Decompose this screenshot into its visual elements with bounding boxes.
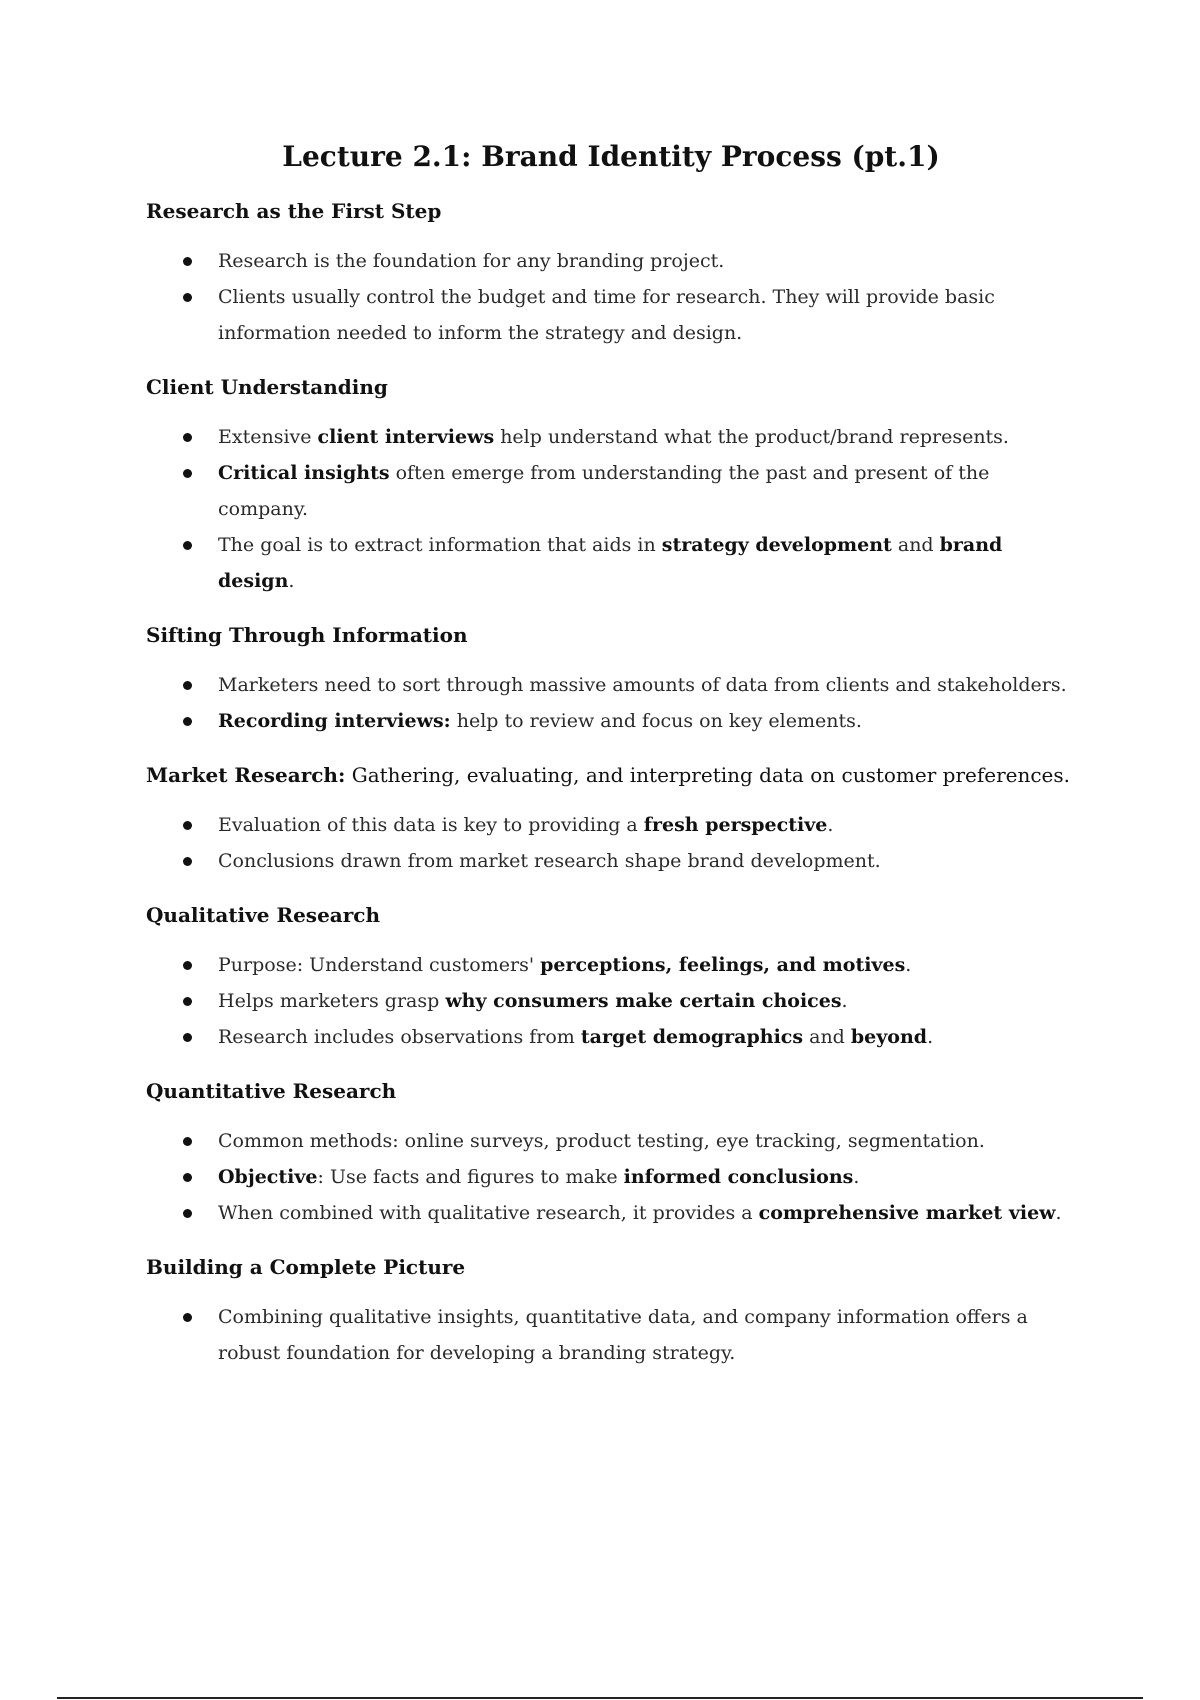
list-item [146, 703, 1076, 739]
section-heading-description: Gathering, evaluating, and interpreting data on customer preferences. [345, 763, 1071, 787]
bullet-list [146, 1299, 1076, 1371]
list-item [146, 947, 1076, 983]
body-text: help understand what the product/brand represents. [494, 426, 1009, 448]
bullet-dot-icon [183, 1209, 192, 1218]
section-heading-label: Sifting Through Information [146, 623, 468, 647]
bullet-dot-icon [183, 541, 192, 550]
section-heading-label: Qualitative Research [146, 903, 381, 927]
body-text: . [1055, 1202, 1062, 1224]
list-item [146, 983, 1076, 1019]
body-text: and [803, 1026, 851, 1048]
bullet-list [146, 419, 1076, 599]
body-text: Purpose: Understand customers' [218, 954, 541, 976]
body-text: Conclusions drawn from market research shape brand development. [218, 850, 881, 872]
emphasis-text: client interviews [317, 426, 495, 448]
bullet-dot-icon [183, 961, 192, 970]
body-text: Helps marketers grasp [218, 990, 446, 1012]
list-item [146, 1159, 1076, 1195]
bullet-dot-icon [183, 469, 192, 478]
emphasis-text: Critical insights [218, 462, 390, 484]
document-body [146, 199, 1076, 1371]
emphasis-text: target demographics [580, 1026, 804, 1048]
bullet-dot-icon [183, 821, 192, 830]
body-text: Common methods: online surveys, product testing, eye tracking, segmentation. [218, 1130, 985, 1152]
list-item [146, 243, 1076, 279]
emphasis-text: strategy development [661, 534, 892, 556]
section-heading-label: Building a Complete Picture [146, 1255, 466, 1279]
document-page [146, 140, 1076, 1395]
bullet-dot-icon [183, 1313, 192, 1322]
body-text: . [841, 990, 848, 1012]
emphasis-text: informed conclusions [623, 1166, 854, 1188]
body-text: The goal is to extract information that aids in [218, 534, 662, 556]
section-heading [146, 623, 1076, 647]
section-heading [146, 199, 1076, 223]
bullet-dot-icon [183, 717, 192, 726]
body-text: Extensive [218, 426, 318, 448]
body-text: Marketers need to sort through massive amounts of data from clients and stakeholders. [218, 674, 1067, 696]
bullet-dot-icon [183, 857, 192, 866]
section-heading [146, 375, 1076, 399]
section-heading-label: Research as the First Step [146, 199, 442, 223]
bullet-dot-icon [183, 293, 192, 302]
list-item [146, 527, 1076, 599]
emphasis-text: fresh perspective [643, 814, 828, 836]
bullet-list [146, 667, 1076, 739]
list-item [146, 843, 1076, 879]
list-item [146, 279, 1076, 351]
body-text: often emerge from understanding the past and present of the company. [218, 462, 990, 520]
body-text: . [927, 1026, 934, 1048]
bullet-dot-icon [183, 997, 192, 1006]
body-text: Combining qualitative insights, quantitative data, and company information offers a robust foundation for developing a branding strategy. [218, 1306, 1028, 1364]
body-text: . [905, 954, 912, 976]
body-text: Research is the foundation for any branding project. [218, 250, 725, 272]
section-heading [146, 903, 1076, 927]
section-heading-label: Market Research: [146, 763, 346, 787]
bullet-list [146, 807, 1076, 879]
bullet-dot-icon [183, 257, 192, 266]
list-item [146, 419, 1076, 455]
bullet-dot-icon [183, 433, 192, 442]
emphasis-text: Recording interviews: [218, 710, 451, 732]
footer-divider [57, 1697, 1143, 1699]
body-text: . [288, 570, 295, 592]
list-item [146, 455, 1076, 527]
bullet-dot-icon [183, 1137, 192, 1146]
emphasis-text: comprehensive market view [758, 1202, 1056, 1224]
body-text: : Use facts and figures to make [317, 1166, 624, 1188]
bullet-list [146, 243, 1076, 351]
bullet-dot-icon [183, 1173, 192, 1182]
section-heading [146, 1255, 1076, 1279]
list-item [146, 807, 1076, 843]
emphasis-text: beyond [850, 1026, 928, 1048]
body-text: Clients usually control the budget and time for research. They will provide basic information needed to inform the strategy and design. [218, 286, 995, 344]
body-text: and [891, 534, 940, 556]
emphasis-text: perceptions, feelings, and motives [540, 954, 906, 976]
list-item [146, 1019, 1076, 1055]
bullet-list [146, 1123, 1076, 1231]
body-text: . [853, 1166, 860, 1188]
list-item [146, 1195, 1076, 1231]
section-heading [146, 763, 1076, 787]
bullet-dot-icon [183, 1033, 192, 1042]
body-text: Research includes observations from [218, 1026, 581, 1048]
emphasis-text: why consumers make certain choices [445, 990, 842, 1012]
body-text: When combined with qualitative research, it provides a [218, 1202, 759, 1224]
section-heading [146, 1079, 1076, 1103]
list-item [146, 1123, 1076, 1159]
emphasis-text: brand design [218, 534, 1003, 592]
section-heading-label: Quantitative Research [146, 1079, 397, 1103]
body-text: help to review and focus on key elements. [450, 710, 862, 732]
list-item [146, 1299, 1076, 1371]
section-heading-label: Client Understanding [146, 375, 388, 399]
list-item [146, 667, 1076, 703]
bullet-list [146, 947, 1076, 1055]
body-text: Evaluation of this data is key to providing a [218, 814, 644, 836]
body-text: . [827, 814, 834, 836]
bullet-dot-icon [183, 681, 192, 690]
page-title: Lecture 2.1: Brand Identity Process (pt.1) [282, 140, 940, 173]
emphasis-text: Objective [218, 1166, 318, 1188]
